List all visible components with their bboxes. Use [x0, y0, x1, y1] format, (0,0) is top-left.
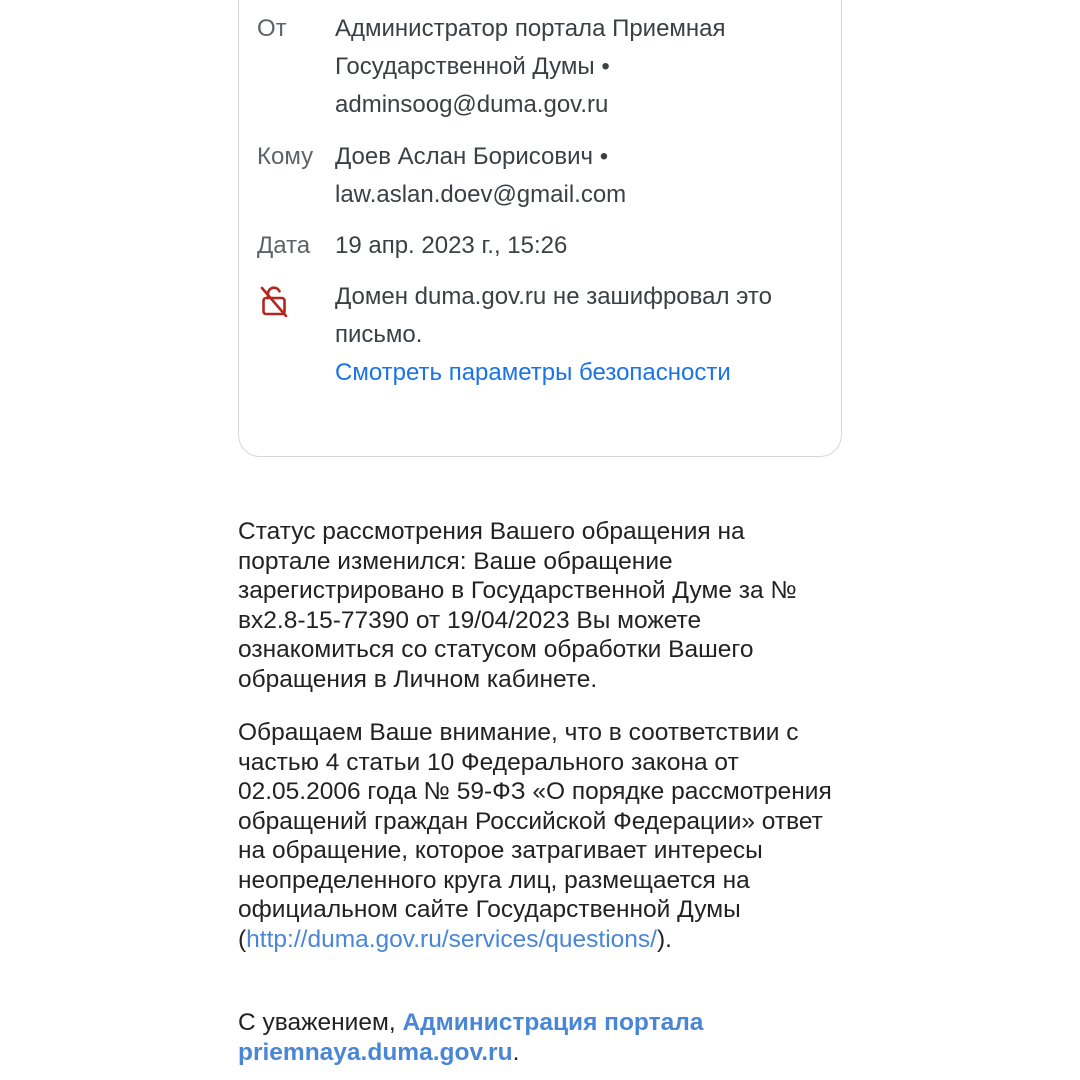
- questions-link[interactable]: http://duma.gov.ru/services/questions/: [246, 925, 657, 953]
- notice-open-paren: (: [238, 925, 247, 953]
- message-details-card: [238, 0, 842, 457]
- body-paragraph-status: Статус рассмотрения Вашего обращения на портале изменился: Ваше обращение зарегистрировано в Государственной Думе за № вх2.8-15-77390 от 19/04/2023 Вы можете ознакомиться со статусом обработки Вашего обращения в Личном кабинете.: [238, 518, 797, 693]
- recipient-email[interactable]: law.aslan.doev@gmail.com: [335, 181, 627, 208]
- signature: [238, 1008, 838, 1067]
- signature-suffix: .: [512, 1038, 520, 1066]
- from-value: [335, 10, 821, 124]
- sender-email[interactable]: adminsoog@duma.gov.ru: [335, 91, 609, 118]
- to-label: Кому: [257, 143, 314, 170]
- security-text: Домен duma.gov.ru не зашифровал это письмо.: [335, 283, 772, 348]
- notice-close-paren: ).: [656, 925, 672, 953]
- security-message: [335, 278, 821, 392]
- body-paragraph-notice: [238, 718, 838, 954]
- from-label: От: [257, 15, 287, 42]
- to-value: [335, 138, 821, 214]
- unlock-crossed-icon: [259, 284, 289, 318]
- sender-name[interactable]: Администратор портала Приемная Государственной Думы •: [335, 15, 726, 80]
- recipient-name[interactable]: Доев Аслан Борисович •: [335, 143, 609, 170]
- signature-prefix: С уважением,: [238, 1009, 403, 1036]
- date-label: Дата: [257, 232, 311, 259]
- date-value: 19 апр. 2023 г., 15:26: [335, 232, 568, 259]
- portal-link[interactable]: Администрация портала priemnaya.duma.gov.ru: [238, 1009, 704, 1066]
- notice-text: Обращаем Ваше внимание, что в соответствии с частью 4 статьи 10 Федерального закона от 02.05.2006 года № 59-ФЗ «О порядке рассмотрения обращений граждан Российской Федерации» ответ на обращение, которое затрагивает интересы неопределенного круга лиц, размещается на официальном сайте Государственной Думы: [238, 719, 832, 923]
- security-settings-link[interactable]: Смотреть параметры безопасности: [335, 359, 731, 386]
